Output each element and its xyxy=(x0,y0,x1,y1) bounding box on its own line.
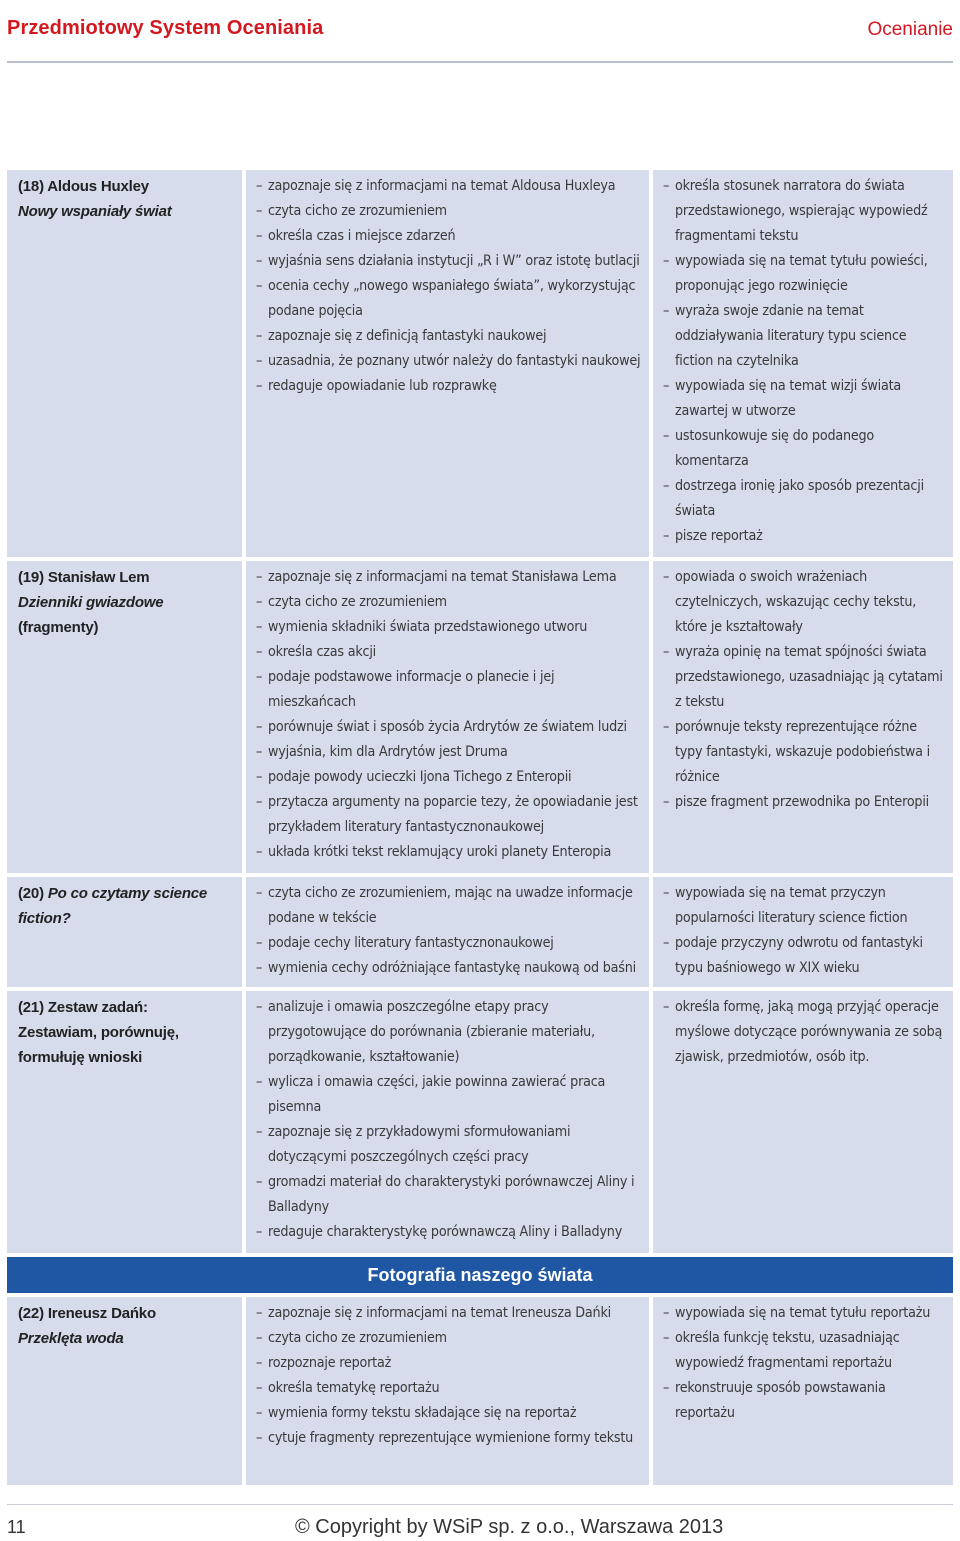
list-item: – zapoznaje się z definicją fantastyki naukowej xyxy=(256,324,643,349)
topic-number-author: (19) Stanisław Lem xyxy=(18,569,150,586)
topic-number-author: (22) Ireneusz Dańko xyxy=(18,1305,156,1322)
list-item: – rozpoznaje reportaż xyxy=(256,1351,643,1376)
list-item: – rekonstruuje sposób powstawania reportażu xyxy=(663,1376,947,1426)
header-divider xyxy=(7,61,953,63)
table-row xyxy=(7,877,953,987)
topic-cell xyxy=(7,1297,242,1485)
list-item: – czyta cicho ze zrozumieniem, mając na uwadze informacje podane w tekście xyxy=(256,881,643,931)
list-item: – podaje podstawowe informacje o planecie i jej mieszkańcach xyxy=(256,665,643,715)
list-item: – wypowiada się na temat przyczyn popularności literatury science fiction xyxy=(663,881,947,931)
list-item: – wyraża swoje zdanie na temat oddziaływania literatury typu science fiction na czytelnika xyxy=(663,299,947,374)
list-item: – wyraża opinię na temat spójności świata przedstawionego, uzasadniając ją cytatami z tekstu xyxy=(663,640,947,715)
extended-requirements-cell xyxy=(653,1297,953,1485)
basic-requirements-cell xyxy=(246,561,649,873)
list-item: – redaguje charakterystykę porównawczą Aliny i Balladyny xyxy=(256,1220,643,1245)
page-header xyxy=(0,0,960,64)
list-item: – wypowiada się na temat wizji świata zawartej w utworze xyxy=(663,374,947,424)
section-band xyxy=(7,1257,953,1293)
topic-work-title: Dzienniki gwiazdowe xyxy=(18,594,164,611)
topic-subtitle: Zestawiam, porównuję, formułuję wnioski xyxy=(18,1024,179,1066)
document-title: Przedmiotowy System Oceniania xyxy=(7,17,324,39)
list-item: – określa czas i miejsce zdarzeń xyxy=(256,224,643,249)
list-item: – zapoznaje się z informacjami na temat Stanisława Lema xyxy=(256,565,643,590)
topic-cell xyxy=(7,991,242,1253)
list-item: – podaje cechy literatury fantastycznonaukowej xyxy=(256,931,643,956)
topic-work-title: Przeklęta woda xyxy=(18,1330,124,1347)
copyright-notice: © Copyright by WSiP sp. z o.o., Warszawa 2013 xyxy=(295,1516,724,1538)
basic-requirements-cell xyxy=(246,991,649,1253)
list-item: – gromadzi materiał do charakterystyki porównawczej Aliny i Balladyny xyxy=(256,1170,643,1220)
extended-requirements-cell xyxy=(653,170,953,557)
list-item: – określa formę, jaką mogą przyjąć operacje myślowe dotyczące porównywania ze sobą zjawisk, przedmiotów, osób itp. xyxy=(663,995,947,1070)
section-band-label: Fotografia naszego świata xyxy=(367,1264,593,1285)
extended-requirements-cell xyxy=(653,991,953,1253)
list-item: – dostrzega ironię jako sposób prezentacji świata xyxy=(663,474,947,524)
topic-cell xyxy=(7,877,242,987)
list-item: – układa krótki tekst reklamujący uroki planety Enteropia xyxy=(256,840,643,865)
topic-cell xyxy=(7,170,242,557)
list-item: – wylicza i omawia części, jakie powinna zawierać praca pisemna xyxy=(256,1070,643,1120)
list-item: – wymienia formy tekstu składające się na reportaż xyxy=(256,1401,643,1426)
topic-title xyxy=(18,881,234,931)
list-item: – zapoznaje się z informacjami na temat Ireneusza Dańki xyxy=(256,1301,643,1326)
list-item: – porównuje teksty reprezentujące różne typy fantastyki, wskazuje podobieństwa i różnice xyxy=(663,715,947,790)
list-item: – analizuje i omawia poszczególne etapy pracy przygotowujące do porównania (zbieranie materiału, porządkowanie, kształtowanie) xyxy=(256,995,643,1070)
topic-note: (fragmenty) xyxy=(18,619,99,636)
topic-number-title: (21) Zestaw zadań: xyxy=(18,999,148,1016)
list-item: – określa tematykę reportażu xyxy=(256,1376,643,1401)
section-title: Ocenianie xyxy=(867,19,953,40)
list-item: – redaguje opowiadanie lub rozprawkę xyxy=(256,374,643,399)
list-item: – zapoznaje się z przykładowymi sformułowaniami dotyczącymi poszczególnych części pracy xyxy=(256,1120,643,1170)
extended-requirements-cell xyxy=(653,877,953,987)
list-item: – podaje powody ucieczki Ijona Tichego z Enteropii xyxy=(256,765,643,790)
topic-number: (20) xyxy=(18,885,44,902)
list-item: – opowiada o swoich wrażeniach czytelniczych, wskazując cechy tekstu, które je kształtowały xyxy=(663,565,947,640)
table-row xyxy=(7,561,953,873)
list-item: – wymienia składniki świata przedstawionego utworu xyxy=(256,615,643,640)
extended-requirements-cell xyxy=(653,561,953,873)
requirements-table xyxy=(7,170,953,1489)
page-number: 11 xyxy=(7,1517,26,1537)
list-item: – cytuje fragmenty reprezentujące wymienione formy tekstu xyxy=(256,1426,643,1451)
basic-requirements-cell xyxy=(246,1297,649,1485)
list-item: – określa czas akcji xyxy=(256,640,643,665)
footer-divider xyxy=(7,1504,953,1505)
topic-work-title: Po co czytamy science fiction? xyxy=(18,885,208,927)
table-row xyxy=(7,991,953,1253)
topic-cell xyxy=(7,561,242,873)
list-item: – określa funkcję tekstu, uzasadniając wypowiedź fragmentami reportażu xyxy=(663,1326,947,1376)
topic-number-author: (18) Aldous Huxley xyxy=(18,178,149,195)
list-item: – porównuje świat i sposób życia Ardrytów ze światem ludzi xyxy=(256,715,643,740)
list-item: – ocenia cechy „nowego wspaniałego świata”, wykorzystując podane pojęcia xyxy=(256,274,643,324)
list-item: – czyta cicho ze zrozumieniem xyxy=(256,1326,643,1351)
list-item: – wyjaśnia sens działania instytucji „R i W” oraz istotę butlacji xyxy=(256,249,643,274)
list-item: – wyjaśnia, kim dla Ardrytów jest Druma xyxy=(256,740,643,765)
list-item: – pisze reportaż xyxy=(663,524,947,549)
list-item: – ustosunkowuje się do podanego komentarza xyxy=(663,424,947,474)
list-item: – przytacza argumenty na poparcie tezy, że opowiadanie jest przykładem literatury fantastycznonaukowej xyxy=(256,790,643,840)
table-row xyxy=(7,1297,953,1485)
topic-work-title: Nowy wspaniały świat xyxy=(18,203,172,220)
table-row xyxy=(7,170,953,557)
list-item: – podaje przyczyny odwrotu od fantastyki typu baśniowego w XIX wieku xyxy=(663,931,947,981)
list-item: – czyta cicho ze zrozumieniem xyxy=(256,199,643,224)
list-item: – wymienia cechy odróżniające fantastykę naukową od baśni xyxy=(256,956,643,981)
list-item: – określa stosunek narratora do świata przedstawionego, wspierając wypowiedź fragmentami tekstu xyxy=(663,174,947,249)
list-item: – czyta cicho ze zrozumieniem xyxy=(256,590,643,615)
list-item: – wypowiada się na temat tytułu reportażu xyxy=(663,1301,947,1326)
basic-requirements-cell xyxy=(246,877,649,987)
basic-requirements-cell xyxy=(246,170,649,557)
list-item: – uzasadnia, że poznany utwór należy do fantastyki naukowej xyxy=(256,349,643,374)
list-item: – wypowiada się na temat tytułu powieści, proponując jego rozwinięcie xyxy=(663,249,947,299)
list-item: – pisze fragment przewodnika po Enteropii xyxy=(663,790,947,815)
list-item: – zapoznaje się z informacjami na temat Aldousa Huxleya xyxy=(256,174,643,199)
